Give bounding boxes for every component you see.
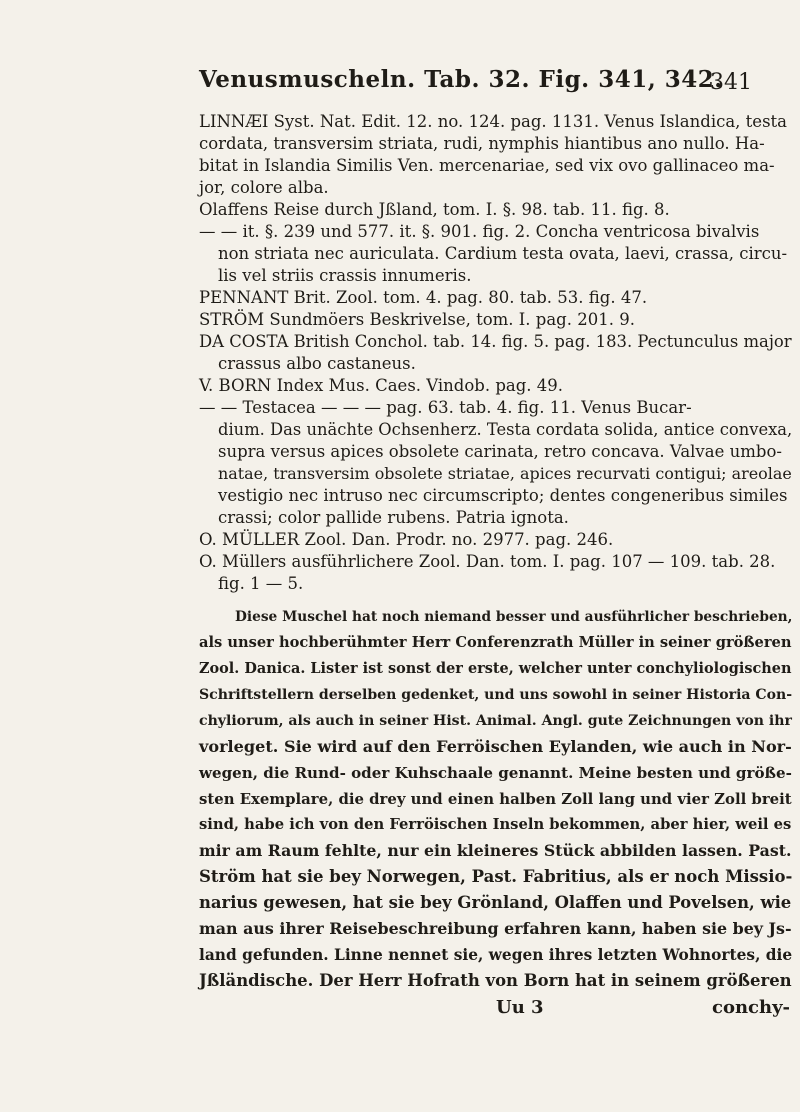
reference-line: jor, colore alba. bbox=[199, 178, 329, 197]
paragraph-line: Jßländische. Der Herr Hofrath von Born hat in seinem größeren bbox=[199, 971, 792, 990]
running-title: Venusmuscheln. Tab. 32. Fig. 341, 342. bbox=[199, 66, 723, 93]
paragraph-line: wegen, die Rund- oder Kuhschaale genannt. Meine besten und größe- bbox=[199, 764, 792, 782]
paragraph-line: als unser hochberühmter Herr Conferenzrath Müller in seiner größeren bbox=[199, 634, 792, 651]
reference-line: DA COSTA British Conchol. tab. 14. fig. 5. pag. 183. Pectunculus major bbox=[199, 332, 792, 351]
paragraph-line: land gefunden. Linne nennet sie, wegen ihres letzten Wohnortes, die bbox=[199, 946, 793, 964]
reference-line: cordata, transversim striata, rudi, nymphis hiantibus ano nullo. Ha- bbox=[199, 134, 765, 153]
reference-line: LINNÆI Syst. Nat. Edit. 12. no. 124. pag. 1131. Venus Islandica, testa bbox=[199, 112, 787, 131]
paragraph-line: narius gewesen, hat sie bey Grönland, Olaffen und Povelsen, wie bbox=[199, 893, 792, 912]
reference-line: fig. 1 — 5. bbox=[218, 574, 304, 593]
reference-line: bitat in Islandia Similis Ven. mercenariae, sed vix ovo gallinaceo ma- bbox=[199, 156, 775, 175]
paragraph-line: Zool. Danica. Lister ist sonst der erste, welcher unter conchyliologischen bbox=[199, 660, 792, 677]
reference-line: lis vel striis crassis innumeris. bbox=[218, 266, 472, 285]
catchword: conchy- bbox=[712, 997, 791, 1018]
reference-line: — — it. §. 239 und 577. it. §. 901. fig. 2. Concha ventricosa bivalvis bbox=[199, 222, 760, 241]
paragraph-line: man aus ihrer Reisebeschreibung erfahren kann, haben sie bey Js- bbox=[199, 919, 792, 938]
page-number: 341 bbox=[710, 70, 752, 95]
reference-line: PENNANT Brit. Zool. tom. 4. pag. 80. tab. 53. fig. 47. bbox=[199, 288, 648, 307]
reference-line: V. BORN Index Mus. Caes. Vindob. pag. 49. bbox=[199, 376, 564, 395]
reference-line: crassus albo castaneus. bbox=[218, 354, 416, 373]
paragraph-line: Schriftstellern derselben gedenket, und uns sowohl in seiner Historia Con- bbox=[199, 687, 793, 703]
reference-line: non striata nec auriculata. Cardium testa ovata, laevi, crassa, circu- bbox=[218, 244, 788, 263]
paragraph-line: sten Exemplare, die drey und einen halben Zoll lang und vier Zoll breit bbox=[199, 790, 792, 808]
reference-line: — — Testacea — — — pag. 63. tab. 4. fig. 11. Venus Bucar- bbox=[199, 398, 692, 417]
reference-line: Olaffens Reise durch Jßland, tom. I. §. 98. tab. 11. fig. 8. bbox=[199, 200, 670, 219]
paragraph-line: vorleget. Sie wird auf den Ferröischen Eylanden, wie auch in Nor- bbox=[199, 737, 792, 756]
paragraph-line: chyliorum, als auch in seiner Hist. Animal. Angl. gute Zeichnungen von ihr bbox=[199, 713, 792, 729]
paragraph-line: sind, habe ich von den Ferröischen Inseln bekommen, aber hier, weil es bbox=[199, 816, 792, 833]
paragraph-line: mir am Raum fehlte, nur ein kleineres Stück abbilden lassen. Past. bbox=[199, 841, 792, 860]
reference-line: dium. Das unächte Ochsenherz. Testa cordata solida, antice convexa, bbox=[218, 420, 793, 439]
paragraph-line: Diese Muschel hat noch niemand besser und ausführlicher beschrieben, bbox=[235, 609, 793, 625]
printer-signature: Uu 3 bbox=[496, 997, 544, 1018]
page-header bbox=[0, 66, 800, 106]
reference-line: O. MÜLLER Zool. Dan. Prodr. no. 2977. pag. 246. bbox=[199, 530, 614, 549]
reference-line: natae, transversim obsolete striatae, apices recurvati contigui; areolae bbox=[218, 464, 792, 483]
paragraph-line: Ström hat sie bey Norwegen, Past. Fabritius, als er noch Missio- bbox=[199, 867, 793, 886]
reference-line: STRÖM Sundmöers Beskrivelse, tom. I. pag. 201. 9. bbox=[199, 310, 635, 329]
reference-line: vestigio nec intruso nec circumscripto; dentes congeneribus similes bbox=[218, 486, 788, 505]
reference-line: supra versus apices obsolete carinata, retro concava. Valvae umbo- bbox=[218, 442, 782, 461]
reference-line: O. Müllers ausführlichere Zool. Dan. tom. I. pag. 107 — 109. tab. 28. bbox=[199, 552, 776, 571]
reference-line: crassi; color pallide rubens. Patria ignota. bbox=[218, 508, 569, 527]
